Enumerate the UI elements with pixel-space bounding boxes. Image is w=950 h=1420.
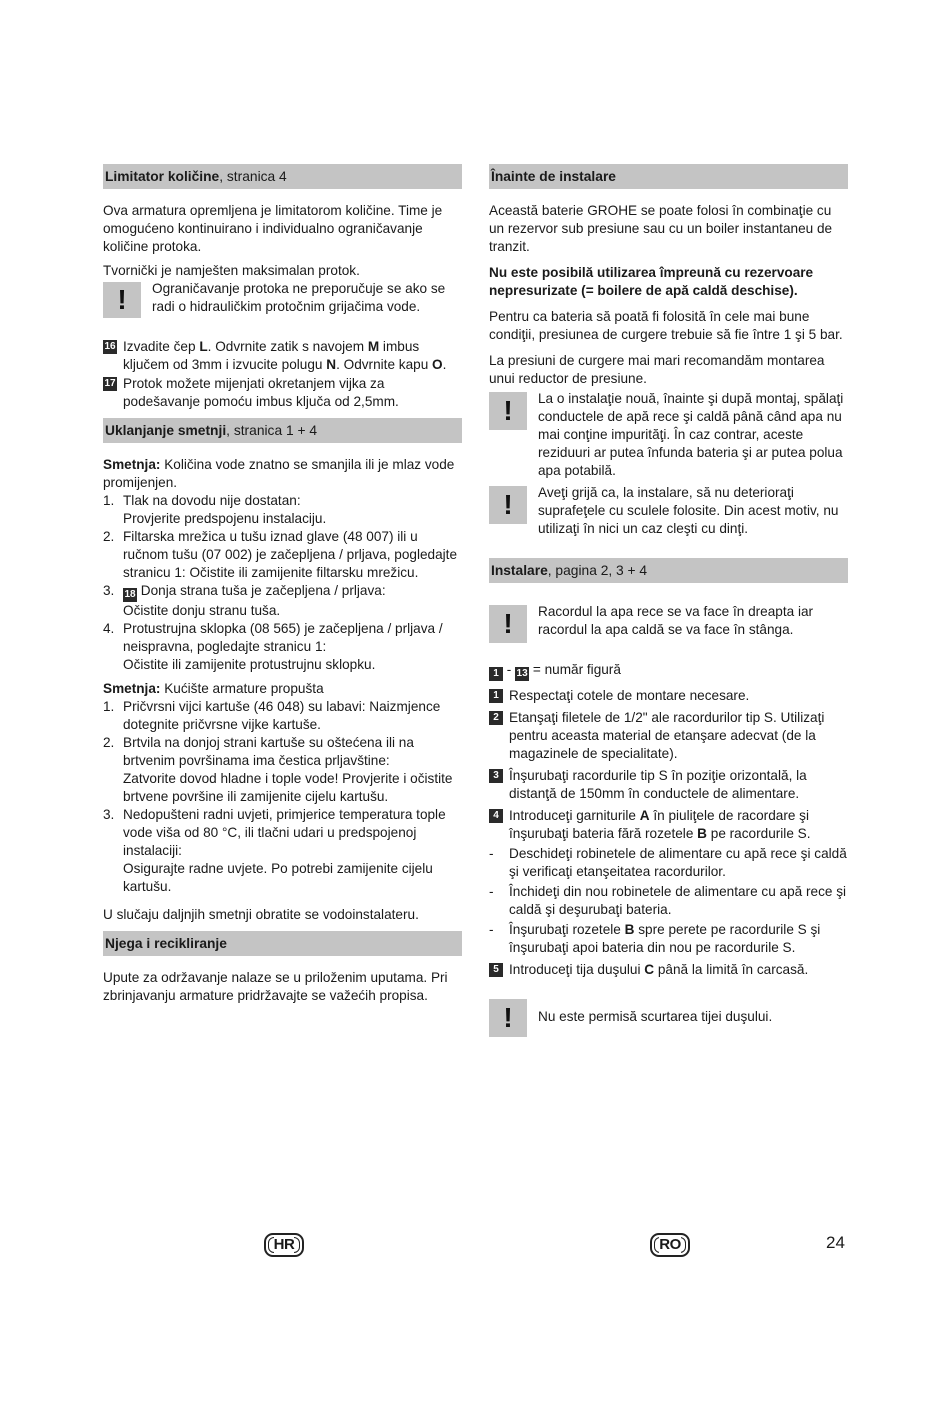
- page-number: 24: [826, 1233, 845, 1252]
- list-item: 1. Pričvrsni vijci kartuše (46 048) su labavi: Naizmjence dotegnite pričvrsne vijke kartuše.: [103, 699, 441, 732]
- section-header-njega: Njega i recikliranje: [103, 931, 462, 956]
- paragraph: Această baterie GROHE se poate folosi în combinaţie cu un rezervor sub presiune sau cu un boiler instantaneu de tranzit.: [489, 203, 833, 254]
- figure-number: 1: [489, 667, 503, 681]
- section-header-inainte: Înainte de instalare: [489, 164, 848, 189]
- step-1: 1 Respectaţi cotele de montare necesare.: [489, 687, 848, 705]
- figure-number: 18: [124, 589, 136, 600]
- list-item: 2. Filtarska mrežica u tušu iznad glave (48 007) ili u ručnom tušu (07 002) je začepljena / prljava, pogledajte stranicu 1: Očistite ili zamijenite filtarsku mrežicu.: [103, 529, 458, 580]
- warning-text: Racordul la apa rece se va face în dreapta iar racordul la apa caldă se va face în stânga.: [538, 604, 814, 637]
- step-4: 4 Introduceţi garniturile A în piuliţele de racordare şi înşurubaţi bateria fără rozetele B pe racordurile S.: [489, 807, 848, 843]
- warning-block: [489, 390, 848, 480]
- warning-text: Nu este permisă scurtarea tijei duşului.: [538, 1009, 773, 1024]
- figure-number: 13: [516, 668, 528, 679]
- figure-number: 4: [489, 809, 503, 823]
- fault-description: Smetnja: Kućište armature propušta: [103, 681, 324, 696]
- figure-number: 16: [104, 341, 116, 352]
- exclamation-icon: !: [489, 605, 527, 643]
- paragraph: Upute za održavanje nalaze se u priloženim uputama. Pri zbrinjavanju armature pridržavajte se važećih propisa.: [103, 970, 448, 1003]
- figure-number: 3: [489, 769, 503, 783]
- warning-block: [489, 997, 848, 1037]
- paragraph: La presiuni de curgere mai mari recomandăm montarea unui reductor de presiune.: [489, 353, 825, 386]
- step-16: 16 Izvadite čep L. Odvrnite zatik s navojem M imbus ključem od 3mm i izvucite polugu N. Odvrnite kapu O.: [104, 339, 447, 372]
- exclamation-icon: !: [489, 486, 527, 524]
- exclamation-icon: !: [489, 392, 527, 430]
- figure-range: 1 - 13 = număr figură: [489, 661, 848, 681]
- figure-number: 2: [489, 711, 503, 725]
- exclamation-icon: !: [489, 999, 527, 1037]
- language-badge-hr: HR: [264, 1233, 304, 1257]
- list-item: 3. 18 Donja strana tuša je začepljena / prljava: Očistite donju stranu tuša.: [103, 583, 386, 618]
- list-item: 3. Nedopušteni radni uvjeti, primjerice temperatura tople vode viša od 80 °C, ili tlačni udari u predspojenoj instalaciji: Osigurajte radne uvjete. Po potrebi zamijenite cijelu kartušu.: [103, 807, 446, 894]
- paragraph: U slučaju daljnjih smetnji obratite se vodoinstalateru.: [103, 907, 419, 922]
- step-2: 2 Etanşaţi filetele de 1/2" ale racordurilor tip S. Utilizaţi pentru aceasta material de etanşare adecvat (de la magazinele de specialitate).: [489, 709, 848, 763]
- paragraph: Pentru ca bateria să poată fi folosită în cele mai bune condiţii, presiunea de curgere trebuie să fie între 1 şi 5 bar.: [489, 309, 843, 342]
- figure-number: 1: [489, 689, 503, 703]
- dash-item: - Închideţi din nou robinetele de alimentare cu apă rece şi caldă şi deşurubaţi bateria.: [489, 884, 847, 917]
- figure-number: 17: [104, 378, 116, 389]
- list-item: 2. Brtvila na donjoj strani kartuše su oštećena ili na brtvenim površinama ima čestica prljavštine: Zatvorite dovod hladne i tople vode! Provjerite i očistite brtvene površine ili zamijenite cijelu kartušu.: [103, 735, 453, 804]
- step-3: 3 Înşurubaţi racordurile tip S în poziţie orizontală, la distanţă de 150mm în conductele de alimentare.: [489, 767, 848, 803]
- warning-text: Aveţi grijă ca, la instalare, să nu deterioraţi suprafeţele cu sculele folosite. Din acest motiv, nu utilizaţi în nici un caz cleşti cu dinţi.: [538, 485, 839, 536]
- step-17: 17 Protok možete mijenjati okretanjem vijka za podešavanje pomoću imbus ključa od 2,5mm.: [104, 376, 399, 409]
- paragraph: Ova armatura opremljena je limitatorom količine. Time je omogućeno kontinuirano i individualno ograničavanje količine protoka.: [103, 203, 443, 254]
- warning-block: [489, 484, 848, 538]
- list-item: 1. Tlak na dovodu nije dostatan: Provjerite predspojenu instalaciju.: [103, 493, 327, 526]
- section-header-limitator: Limitator količine, stranica 4: [103, 164, 462, 189]
- warning-text: La o instalaţie nouă, înainte şi după montaj, spălaţi conductele de apă rece şi caldă până când apa nu mai conţine impurităţi. În caz contrar, aceste reziduuri ar putea înfunda bateria şi ar putea polua apa potabilă.: [538, 391, 844, 478]
- dash-item: - Deschideţi robinetele de alimentare cu apă rece şi caldă şi verificaţi etanşeitatea racordurilor.: [489, 846, 847, 879]
- warning-block: [489, 603, 848, 643]
- list-item: 4. Protustrujna sklopka (08 565) je začepljena / prljava / neispravna, pogledajte stranicu 1: Očistite ili zamijenite protustrujnu sklopku.: [103, 621, 443, 672]
- exclamation-icon: !: [103, 282, 141, 318]
- dash-item: - Înşurubaţi rozetele B spre perete pe racordurile S şi înşurubaţi apoi bateria din nou pe racordurile S.: [489, 922, 821, 955]
- language-badge-ro: RO: [650, 1233, 690, 1257]
- fault-description: Smetnja: Količina vode znatno se smanjila ili je mlaz vode promijenjen.: [103, 457, 455, 490]
- paragraph: Tvornički je namješten maksimalan protok.: [103, 263, 360, 278]
- right-column-romanian: [489, 164, 848, 1051]
- section-header-instalare: Instalare, pagina 2, 3 + 4: [489, 558, 848, 583]
- warning-block: [103, 280, 462, 318]
- step-5: 5 Introduceţi tija duşului C până la limită în carcasă.: [489, 961, 848, 979]
- warning-text: Ograničavanje protoka ne preporučuje se ako se radi o hidrauličkim protočnim grijačima vode.: [152, 281, 446, 314]
- section-header-uklanjanje: Uklanjanje smetnji, stranica 1 + 4: [103, 418, 462, 443]
- paragraph-bold: Nu este posibilă utilizarea împreună cu rezervoare nepresurizate (= boilere de apă caldă deschise).: [489, 265, 814, 298]
- figure-number: 5: [489, 963, 503, 977]
- left-column-croatian: [103, 164, 462, 1011]
